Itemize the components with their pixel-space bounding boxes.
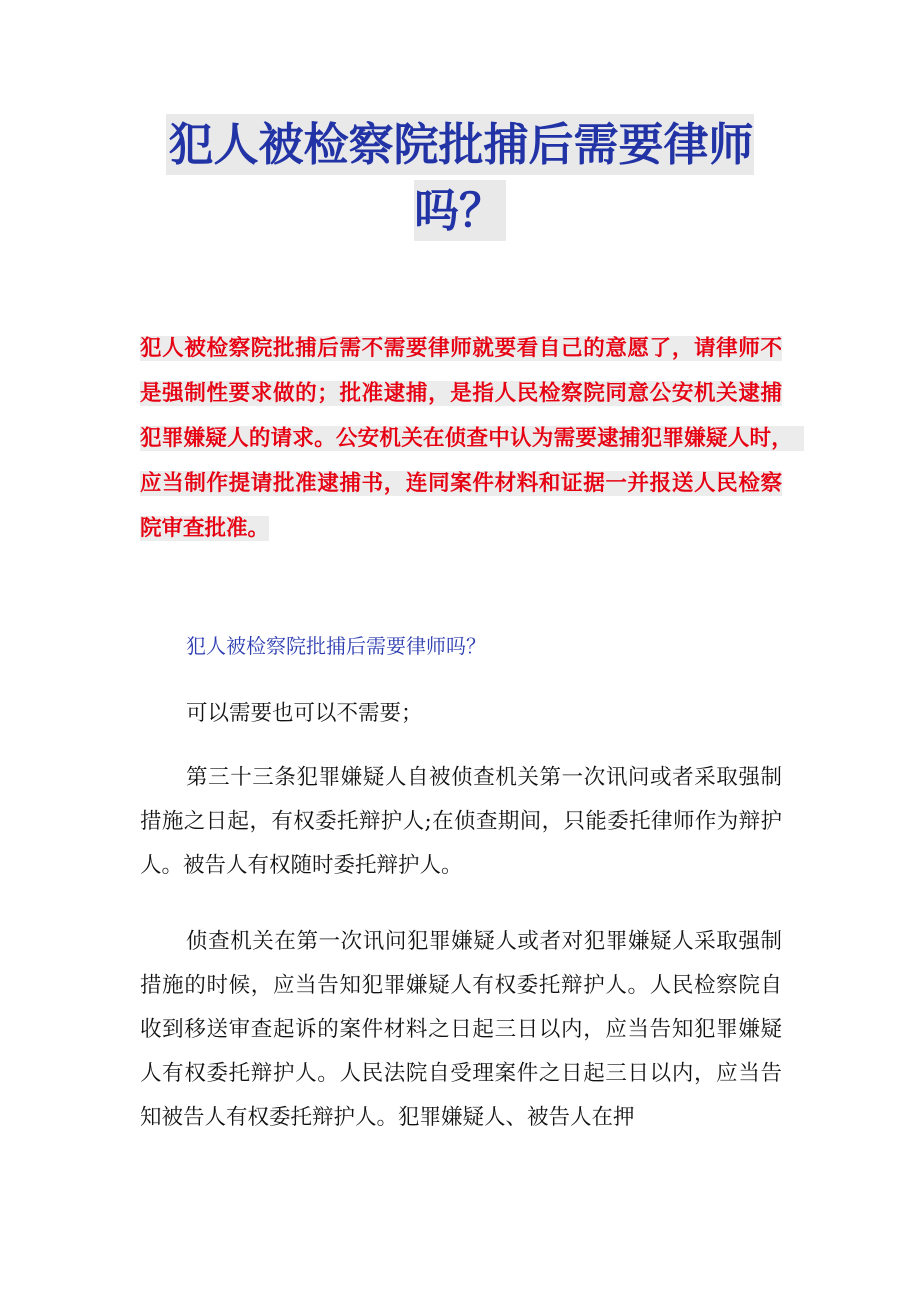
document-title bbox=[140, 112, 780, 244]
body-paragraph-2: 第三十三条犯罪嫌疑人自被侦查机关第一次讯问或者采取强制措施之日起，有权委托辩护人;在侦查期间，只能委托律师作为辩护人。被告人有权随时委托辩护人。 bbox=[140, 765, 782, 878]
body-paragraph-3: 侦查机关在第一次讯问犯罪嫌疑人或者对犯罪嫌疑人采取强制措施的时候，应当告知犯罪嫌疑人有权委托辩护人。人民检察院自收到移送审查起诉的案件材料之日起三日以内，应当告知犯罪嫌疑人有权委托辩护人。人民法院自受理案件之日起三日以内，应当告知被告人有权委托辩护人。犯罪嫌疑人、被告人在押 bbox=[140, 929, 782, 1130]
section-heading: 犯人被检察院批捕后需要律师吗？ bbox=[186, 634, 486, 658]
title-text: 犯人被检察院批捕后需要律师吗？ bbox=[166, 114, 753, 241]
summary-paragraph bbox=[140, 326, 804, 551]
summary-text: 犯人被检察院批捕后需不需要律师就要看自己的意愿了，请律师不是强制性要求做的；批准逮捕，是指人民检察院同意公安机关逮捕犯罪嫌疑人的请求。公安机关在侦查中认为需要逮捕犯罪嫌疑人时， 应当制作提请批准逮捕书，连同案件材料和证据一并报送人民检察院审查批准。 bbox=[140, 336, 804, 541]
body-paragraph-1: 可以需要也可以不需要； bbox=[186, 701, 423, 726]
